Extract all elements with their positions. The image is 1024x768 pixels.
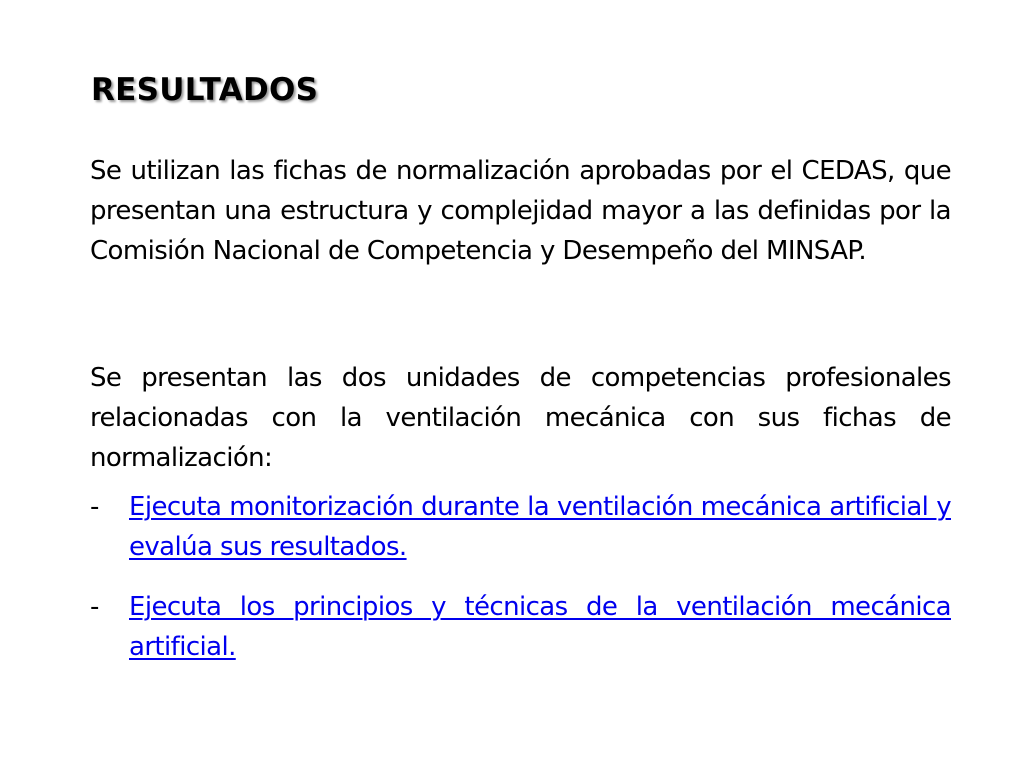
link-ejecuta-principios[interactable]: Ejecuta los principios y técnicas de la ventilación mecánica artificial. xyxy=(129,592,951,662)
bullet-dash: - xyxy=(90,592,99,622)
bullet-item-principios xyxy=(90,587,951,667)
slide xyxy=(90,0,951,768)
bullet-item-monitorizacion xyxy=(90,487,951,567)
bullet-dash: - xyxy=(90,492,99,522)
paragraph-unidades-competencias: Se presentan las dos unidades de competencias profesionales relacionadas con la ventilación mecánica con sus fichas de normalización: xyxy=(90,363,951,473)
slide-title: RESULTADOS xyxy=(91,72,319,108)
link-ejecuta-monitorizacion[interactable]: Ejecuta monitorización durante la ventilación mecánica artificial y evalúa sus resultados. xyxy=(129,492,951,562)
paragraph-fichas-normalizacion: Se utilizan las fichas de normalización aprobadas por el CEDAS, que presentan una estructura y complejidad mayor a las definidas por la Comisión Nacional de Competencia y Desempeño del MINSAP. xyxy=(90,156,951,266)
